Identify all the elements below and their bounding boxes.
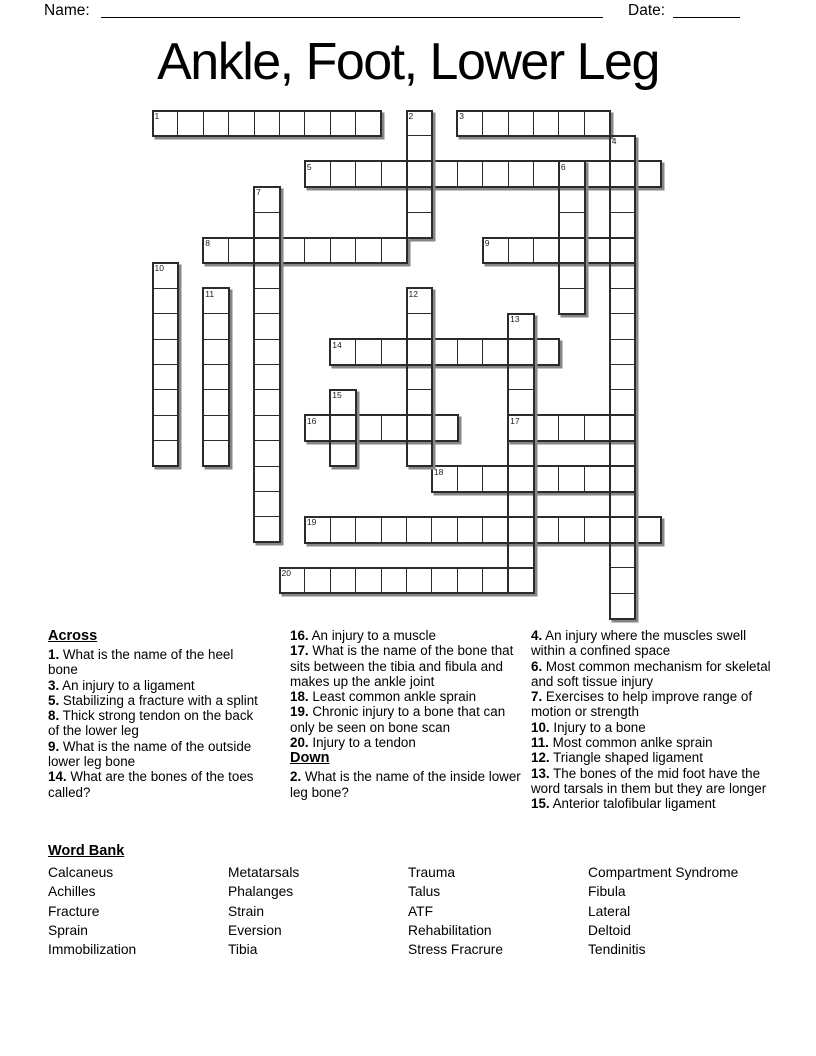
word-bank-column — [48, 863, 136, 959]
grid-cell[interactable] — [406, 313, 433, 340]
clue-number: 13. — [531, 765, 550, 781]
grid-cell[interactable] — [609, 542, 636, 569]
grid-cell[interactable] — [228, 110, 255, 137]
grid-cell[interactable] — [406, 364, 433, 391]
grid-cell[interactable] — [482, 237, 509, 264]
grid-cell[interactable] — [254, 313, 281, 340]
clue-text: Stabilizing a fracture with a splint — [59, 692, 258, 708]
grid-cell[interactable] — [228, 237, 255, 264]
word-bank-item: Fibula — [588, 884, 626, 900]
grid-cell[interactable] — [330, 516, 357, 543]
clue-item — [290, 769, 526, 800]
grid-cell[interactable] — [381, 516, 408, 543]
grid-cell[interactable] — [457, 567, 484, 594]
grid-cell[interactable] — [482, 110, 509, 137]
grid-cell[interactable] — [355, 567, 382, 594]
grid-cell[interactable] — [558, 288, 585, 315]
date-label: Date: — [628, 2, 666, 19]
clue-item — [531, 689, 777, 720]
clue-number: 6. — [531, 658, 543, 674]
clue-number: 10. — [531, 719, 550, 735]
word-bank-item: Stress Fracrure — [408, 942, 504, 958]
clue-item — [290, 628, 526, 643]
grid-cell[interactable] — [609, 364, 636, 391]
clue-item — [290, 689, 526, 704]
grid-cell[interactable] — [533, 516, 560, 543]
clue-text: Most common mechanism for skeletal and soft tissue injury — [531, 658, 771, 689]
grid-cell[interactable] — [609, 288, 636, 315]
grid-cell[interactable] — [558, 415, 585, 442]
grid-cell[interactable] — [609, 212, 636, 239]
clue-number: 4. — [531, 628, 543, 643]
grid-cell[interactable] — [508, 440, 535, 467]
grid-cell[interactable] — [457, 466, 484, 493]
cell-number: 11 — [205, 288, 215, 299]
grid-cell[interactable] — [279, 110, 306, 137]
grid-cell[interactable] — [152, 364, 179, 391]
grid-cell[interactable] — [609, 567, 636, 594]
grid-cell[interactable] — [330, 415, 357, 442]
cell-number: 8 — [205, 238, 211, 248]
grid-cell[interactable] — [609, 516, 636, 543]
clue-text: The bones of the mid foot have the word tarsals in them but they are longer — [531, 765, 767, 796]
grid-cell[interactable] — [330, 567, 357, 594]
grid-cell[interactable] — [355, 161, 382, 188]
grid-cell[interactable] — [406, 288, 433, 315]
clue-item — [531, 659, 777, 690]
grid-cell[interactable] — [508, 516, 535, 543]
word-bank-item: Rehabilitation — [408, 922, 492, 938]
clues-heading: Across — [48, 628, 98, 644]
grid-cell[interactable] — [431, 415, 458, 442]
grid-cell[interactable] — [558, 262, 585, 289]
grid-cell[interactable] — [254, 339, 281, 366]
grid-cell[interactable] — [406, 339, 433, 366]
clue-number: 12. — [531, 750, 550, 766]
clue-text: What is the name of the inside lower leg bone? — [290, 769, 521, 800]
clue-number: 1. — [48, 647, 60, 662]
grid-cell[interactable] — [381, 339, 408, 366]
grid-cell[interactable] — [254, 186, 281, 213]
clue-item — [48, 678, 260, 693]
cell-number: 9 — [484, 238, 490, 248]
grid-cell[interactable] — [254, 212, 281, 239]
grid-cell[interactable] — [533, 339, 560, 366]
grid-cell[interactable] — [254, 389, 281, 416]
cell-number: 12 — [408, 288, 418, 299]
cell-number: 2 — [408, 111, 414, 121]
grid-cell[interactable] — [482, 466, 509, 493]
grid-cell[interactable] — [609, 389, 636, 416]
grid-cell[interactable] — [203, 237, 230, 264]
grid-cell[interactable] — [508, 110, 535, 137]
grid-cell[interactable] — [482, 339, 509, 366]
grid-cell[interactable] — [558, 212, 585, 239]
grid-cell[interactable] — [609, 262, 636, 289]
grid-cell[interactable] — [355, 516, 382, 543]
word-bank-item: Achilles — [48, 884, 96, 900]
grid-cell[interactable] — [330, 237, 357, 264]
grid-cell[interactable] — [508, 491, 535, 518]
cell-number: 7 — [256, 187, 261, 198]
clue-number: 19. — [290, 704, 309, 720]
word-bank-item: Tibia — [228, 942, 258, 958]
cell-number: 5 — [306, 161, 312, 172]
cell-number: 20 — [281, 568, 291, 579]
grid-cell[interactable] — [355, 415, 382, 442]
grid-cell[interactable] — [508, 567, 535, 594]
grid-cell[interactable] — [254, 262, 281, 289]
clue-text: An injury to a ligament — [59, 677, 195, 693]
grid-cell[interactable] — [152, 313, 179, 340]
grid-cell[interactable] — [482, 161, 509, 188]
grid-cell[interactable] — [381, 161, 408, 188]
clue-text: What is the name of the outside lower leg bone — [48, 738, 252, 770]
clue-text: Chronic injury to a bone that can only be seen on bone scan — [290, 704, 506, 735]
grid-cell[interactable] — [406, 440, 433, 467]
grid-cell[interactable] — [254, 440, 281, 467]
grid-cell[interactable] — [508, 466, 535, 493]
grid-cell[interactable] — [406, 389, 433, 416]
word-bank-item: Trauma — [408, 865, 456, 880]
grid-cell[interactable] — [609, 593, 636, 620]
grid-cell[interactable] — [584, 466, 611, 493]
grid-cell[interactable] — [431, 516, 458, 543]
grid-cell[interactable] — [558, 516, 585, 543]
grid-cell[interactable] — [203, 364, 230, 391]
clue-text: Injury to a bone — [549, 719, 646, 735]
grid-cell[interactable] — [406, 567, 433, 594]
grid-cell[interactable] — [609, 491, 636, 518]
grid-cell[interactable] — [152, 110, 179, 137]
clue-number: 18. — [290, 689, 309, 705]
clue-item — [290, 735, 526, 750]
grid-cell[interactable] — [457, 339, 484, 366]
grid-cell[interactable] — [558, 466, 585, 493]
grid-cell[interactable] — [457, 161, 484, 188]
grid-cell[interactable] — [584, 516, 611, 543]
grid-cell[interactable] — [609, 440, 636, 467]
grid-cell[interactable] — [304, 161, 331, 188]
grid-cell[interactable] — [609, 415, 636, 442]
grid-cell[interactable] — [558, 237, 585, 264]
grid-cell[interactable] — [177, 110, 204, 137]
clue-item — [48, 769, 260, 800]
grid-cell[interactable] — [406, 135, 433, 162]
clue-number: 8. — [48, 708, 60, 724]
cell-number: 1 — [154, 111, 160, 121]
word-bank-item: Deltoid — [588, 922, 631, 938]
grid-cell[interactable] — [254, 288, 281, 315]
page-title: Ankle, Foot, Lower Leg — [157, 33, 659, 91]
grid-cell[interactable] — [406, 415, 433, 442]
word-bank-item: Metatarsals — [228, 865, 300, 880]
grid-cell[interactable] — [508, 237, 535, 264]
grid-cell[interactable] — [584, 161, 611, 188]
clue-item — [531, 766, 777, 797]
grid-cell[interactable] — [203, 389, 230, 416]
clue-item — [48, 647, 260, 678]
word-bank-item: Lateral — [588, 903, 631, 919]
clue-item — [531, 628, 777, 659]
word-bank-heading: Word Bank — [48, 843, 125, 859]
grid-cell[interactable] — [609, 313, 636, 340]
word-bank-item: Strain — [228, 903, 265, 919]
word-bank-item: Talus — [408, 884, 441, 900]
grid-cell[interactable] — [609, 237, 636, 264]
clue-item — [48, 708, 260, 739]
cell-number: 19 — [306, 517, 317, 528]
grid-cell[interactable] — [558, 186, 585, 213]
grid-cell[interactable] — [381, 237, 408, 264]
grid-cell[interactable] — [330, 440, 357, 467]
clue-text: Most common anlke sprain — [548, 735, 713, 751]
name-line[interactable] — [101, 0, 603, 18]
grid-cell[interactable] — [203, 415, 230, 442]
clue-text: An injury where the muscles swell within a confined space — [531, 628, 747, 659]
grid-cell[interactable] — [508, 313, 535, 340]
clue-number: 7. — [531, 689, 543, 705]
grid-cell[interactable] — [330, 389, 357, 416]
word-bank-item: Calcaneus — [48, 865, 114, 880]
clue-text: What is the name of the bone that sits between the tibia and fibula and makes up the ankle joint — [290, 643, 514, 689]
clue-text: Thick strong tendon on the back of the lower leg — [48, 708, 254, 739]
grid-cell[interactable] — [609, 135, 636, 162]
clue-text: Least common ankle sprain — [308, 689, 477, 705]
clue-text: An injury to a muscle — [308, 628, 436, 643]
clues-column-3 — [531, 628, 777, 812]
clues-heading: Down — [290, 750, 330, 767]
clue-item — [531, 750, 777, 765]
cell-number: 15 — [332, 390, 342, 401]
grid-cell[interactable] — [355, 237, 382, 264]
clue-number: 9. — [48, 738, 60, 754]
word-bank-item: ATF — [408, 903, 434, 919]
clue-item — [290, 643, 526, 689]
grid-cell[interactable] — [482, 567, 509, 594]
grid-cell[interactable] — [533, 161, 560, 188]
grid-cell[interactable] — [381, 415, 408, 442]
grid-cell[interactable] — [457, 110, 484, 137]
grid-cell[interactable] — [508, 542, 535, 569]
word-bank-item: Sprain — [48, 922, 88, 938]
clue-text: Injury to a tendon — [308, 735, 416, 751]
clue-item — [531, 796, 777, 811]
cell-number: 3 — [459, 111, 465, 121]
grid-cell[interactable] — [558, 110, 585, 137]
word-bank-column — [408, 863, 503, 959]
grid-cell[interactable] — [609, 339, 636, 366]
grid-cell[interactable] — [431, 161, 458, 188]
grid-cell[interactable] — [254, 516, 281, 543]
name-label: Name: — [44, 2, 90, 19]
grid-cell[interactable] — [508, 161, 535, 188]
grid-cell[interactable] — [203, 313, 230, 340]
clue-number: 15. — [531, 796, 550, 812]
grid-cell[interactable] — [330, 161, 357, 188]
clue-item — [531, 720, 777, 735]
grid-cell[interactable] — [635, 161, 662, 188]
grid-cell[interactable] — [355, 339, 382, 366]
grid-cell[interactable] — [406, 516, 433, 543]
grid-cell[interactable] — [533, 415, 560, 442]
word-bank-item: Fracture — [48, 903, 100, 919]
clue-text: Triangle shaped ligament — [549, 750, 703, 766]
grid-cell[interactable] — [152, 440, 179, 467]
grid-cell[interactable] — [279, 237, 306, 264]
grid-cell[interactable] — [203, 288, 230, 315]
cell-number: 13 — [510, 314, 520, 325]
clues-column-2 — [290, 628, 526, 800]
grid-cell[interactable] — [406, 212, 433, 239]
clue-number: 17. — [290, 643, 309, 659]
clue-item — [290, 704, 526, 735]
clue-number: 20. — [290, 735, 309, 751]
grid-cell[interactable] — [330, 110, 357, 137]
grid-cell[interactable] — [304, 567, 331, 594]
cell-number: 18 — [433, 466, 444, 477]
date-line[interactable] — [673, 0, 740, 18]
grid-cell[interactable] — [203, 110, 230, 137]
grid-cell[interactable] — [304, 237, 331, 264]
grid-cell[interactable] — [482, 516, 509, 543]
grid-cell[interactable] — [152, 288, 179, 315]
cell-number: 14 — [332, 339, 342, 350]
grid-cell[interactable] — [584, 110, 611, 137]
grid-cell[interactable] — [508, 389, 535, 416]
grid-cell[interactable] — [254, 364, 281, 391]
grid-cell[interactable] — [152, 262, 179, 289]
grid-cell[interactable] — [635, 516, 662, 543]
grid-cell[interactable] — [330, 339, 357, 366]
grid-cell[interactable] — [381, 567, 408, 594]
grid-cell[interactable] — [584, 415, 611, 442]
clue-text: Anterior talofibular ligament — [549, 796, 716, 812]
grid-cell[interactable] — [152, 389, 179, 416]
grid-cell[interactable] — [431, 567, 458, 594]
clue-number: 14. — [48, 769, 67, 785]
grid-cell[interactable] — [609, 186, 636, 213]
grid-cell[interactable] — [355, 110, 382, 137]
word-bank-item: Phalanges — [228, 884, 294, 900]
grid-cell[interactable] — [203, 440, 230, 467]
clue-text: What is the name of the heel bone — [48, 647, 234, 678]
clues-column-1 — [48, 628, 260, 800]
cell-number: 16 — [306, 415, 317, 426]
grid-cell[interactable] — [508, 415, 535, 442]
word-bank-column — [588, 863, 738, 959]
grid-cell[interactable] — [533, 237, 560, 264]
grid-cell[interactable] — [406, 186, 433, 213]
grid-cell[interactable] — [457, 516, 484, 543]
clue-number: 11. — [531, 735, 549, 751]
clue-item — [48, 693, 260, 708]
grid-cell[interactable] — [406, 161, 433, 188]
grid-cell[interactable] — [609, 466, 636, 493]
word-bank-item: Compartment Syndrome — [588, 865, 739, 880]
word-bank-item: Tendinitis — [588, 942, 646, 958]
grid-cell[interactable] — [609, 161, 636, 188]
grid-cell[interactable] — [254, 415, 281, 442]
grid-cell[interactable] — [304, 110, 331, 137]
grid-cell[interactable] — [254, 237, 281, 264]
clue-text: What are the bones of the toes called? — [48, 769, 254, 800]
grid-cell[interactable] — [533, 466, 560, 493]
cell-number: 4 — [611, 136, 617, 147]
grid-cell[interactable] — [533, 110, 560, 137]
grid-cell[interactable] — [203, 339, 230, 366]
word-bank-item: Eversion — [228, 922, 282, 938]
grid-cell[interactable] — [431, 466, 458, 493]
word-bank-column — [228, 863, 299, 959]
clue-number: 3. — [48, 677, 60, 693]
grid-cell[interactable] — [279, 567, 306, 594]
cell-number: 17 — [510, 415, 520, 426]
grid-cell[interactable] — [304, 415, 331, 442]
grid-cell[interactable] — [508, 364, 535, 391]
clue-item — [48, 739, 260, 770]
clue-text: Exercises to help improve range of motion or strength — [531, 689, 753, 720]
word-bank-item: Immobilization — [48, 942, 137, 958]
grid-cell[interactable] — [152, 415, 179, 442]
clue-number: 2. — [290, 769, 302, 785]
grid-cell[interactable] — [508, 339, 535, 366]
grid-cell[interactable] — [254, 491, 281, 518]
grid-cell[interactable] — [254, 466, 281, 493]
grid-cell[interactable] — [431, 339, 458, 366]
cell-number: 6 — [560, 161, 566, 172]
cell-number: 10 — [154, 263, 164, 274]
grid-cell[interactable] — [304, 516, 331, 543]
grid-cell[interactable] — [152, 339, 179, 366]
clue-number: 5. — [48, 692, 60, 708]
grid-cell[interactable] — [254, 110, 281, 137]
clue-item — [531, 735, 777, 750]
clue-number: 16. — [290, 628, 309, 643]
grid-cell[interactable] — [584, 237, 611, 264]
crossword-grid — [152, 110, 660, 618]
grid-cell[interactable] — [558, 161, 585, 188]
grid-cell[interactable] — [406, 110, 433, 137]
